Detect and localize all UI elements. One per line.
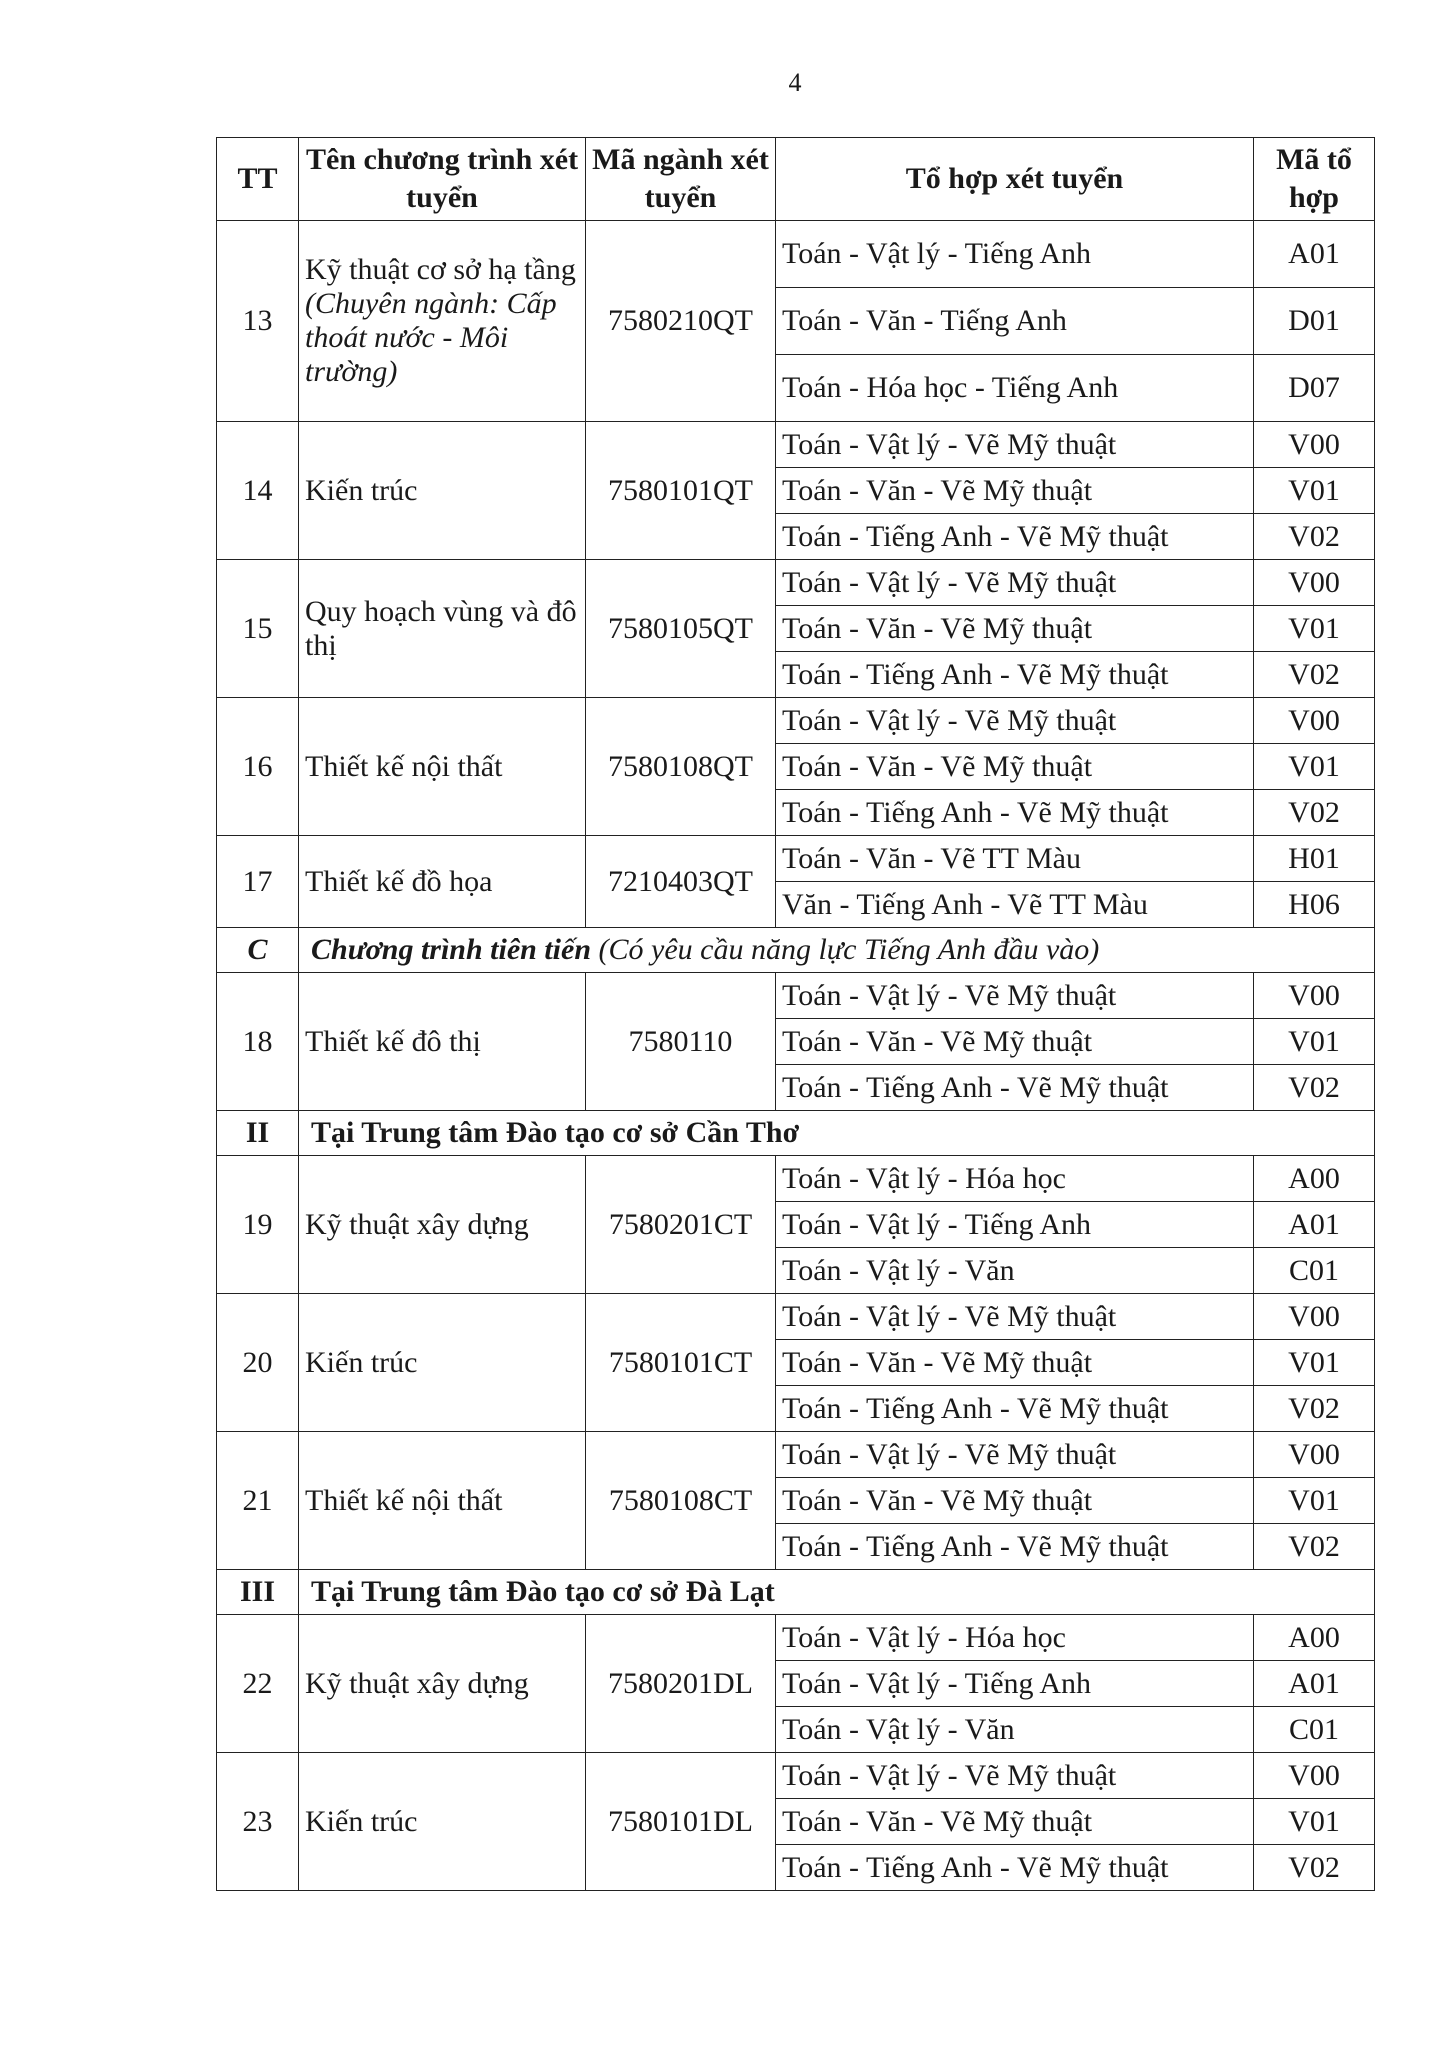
section-label: II	[217, 1111, 299, 1156]
combination-code: D01	[1254, 288, 1375, 355]
section-note: (Có yêu cầu năng lực Tiếng Anh đầu vào)	[598, 933, 1100, 966]
combination-subjects: Toán - Vật lý - Văn	[776, 1707, 1254, 1753]
program-name: Kiến trúc	[305, 1804, 418, 1838]
section-title-cell	[299, 1111, 1375, 1156]
table-row	[217, 1156, 1375, 1202]
combination-code: V01	[1254, 1340, 1375, 1386]
table-header-row	[217, 138, 1375, 221]
program-name-cell	[299, 221, 586, 422]
section-title: Tại Trung tâm Đào tạo cơ sở Đà Lạt	[311, 1575, 775, 1608]
table-row	[217, 1294, 1375, 1340]
combination-subjects: Toán - Văn - Vẽ Mỹ thuật	[776, 1478, 1254, 1524]
program-name-cell	[299, 1753, 586, 1891]
combination-code: V01	[1254, 744, 1375, 790]
combination-subjects: Toán - Vật lý - Tiếng Anh	[776, 1661, 1254, 1707]
table-row	[217, 1753, 1375, 1799]
combination-code: V00	[1254, 973, 1375, 1019]
program-code: 7580105QT	[586, 560, 776, 698]
program-name-cell	[299, 1294, 586, 1432]
section-title: Chương trình tiên tiến	[311, 933, 592, 966]
combination-subjects: Toán - Vật lý - Vẽ Mỹ thuật	[776, 1432, 1254, 1478]
header-combo-code: Mã tổ hợp	[1254, 138, 1375, 221]
program-code: 7580101DL	[586, 1753, 776, 1891]
program-name: Kỹ thuật xây dựng	[305, 1207, 529, 1241]
combination-subjects: Toán - Vật lý - Vẽ Mỹ thuật	[776, 1294, 1254, 1340]
program-name-cell	[299, 973, 586, 1111]
program-code: 7580101CT	[586, 1294, 776, 1432]
program-name: Thiết kế nội thất	[305, 749, 503, 783]
header-combo: Tổ hợp xét tuyển	[776, 138, 1254, 221]
combination-subjects: Toán - Tiếng Anh - Vẽ Mỹ thuật	[776, 514, 1254, 560]
section-header-row	[217, 928, 1375, 973]
section-title-cell	[299, 928, 1375, 973]
table-row	[217, 973, 1375, 1019]
combination-subjects: Toán - Văn - Vẽ TT Màu	[776, 836, 1254, 882]
section-header-row	[217, 1570, 1375, 1615]
program-number: 17	[217, 836, 299, 928]
program-number: 13	[217, 221, 299, 422]
program-name: Thiết kế đồ họa	[305, 864, 493, 898]
program-code: 7580101QT	[586, 422, 776, 560]
program-number: 14	[217, 422, 299, 560]
program-code: 7210403QT	[586, 836, 776, 928]
combination-subjects: Toán - Vật lý - Vẽ Mỹ thuật	[776, 422, 1254, 468]
combination-subjects: Toán - Vật lý - Vẽ Mỹ thuật	[776, 973, 1254, 1019]
combination-code: H01	[1254, 836, 1375, 882]
combination-subjects: Toán - Văn - Vẽ Mỹ thuật	[776, 606, 1254, 652]
program-number: 16	[217, 698, 299, 836]
combination-code: V01	[1254, 1478, 1375, 1524]
combination-code: V02	[1254, 652, 1375, 698]
program-number: 15	[217, 560, 299, 698]
program-name: Kiến trúc	[305, 1345, 418, 1379]
combination-subjects: Toán - Vật lý - Vẽ Mỹ thuật	[776, 1753, 1254, 1799]
program-number: 18	[217, 973, 299, 1111]
program-name-cell	[299, 1615, 586, 1753]
combination-code: V01	[1254, 1799, 1375, 1845]
combination-code: V01	[1254, 468, 1375, 514]
combination-subjects: Toán - Văn - Vẽ Mỹ thuật	[776, 468, 1254, 514]
combination-code: A00	[1254, 1615, 1375, 1661]
table-row	[217, 221, 1375, 288]
combination-subjects: Toán - Vật lý - Tiếng Anh	[776, 1202, 1254, 1248]
program-name: Quy hoạch vùng và đô thị	[305, 594, 577, 662]
combination-code: V02	[1254, 1386, 1375, 1432]
program-name: Kiến trúc	[305, 473, 418, 507]
combination-subjects: Toán - Văn - Vẽ Mỹ thuật	[776, 1340, 1254, 1386]
table-body	[217, 221, 1375, 1891]
program-code: 7580210QT	[586, 221, 776, 422]
program-number: 23	[217, 1753, 299, 1891]
combination-code: A01	[1254, 1661, 1375, 1707]
program-code: 7580201DL	[586, 1615, 776, 1753]
combination-subjects: Toán - Vật lý - Hóa học	[776, 1615, 1254, 1661]
program-number: 20	[217, 1294, 299, 1432]
combination-subjects: Toán - Vật lý - Vẽ Mỹ thuật	[776, 560, 1254, 606]
table-row	[217, 1432, 1375, 1478]
combination-code: V00	[1254, 698, 1375, 744]
section-label: C	[217, 928, 299, 973]
program-name: Thiết kế đô thị	[305, 1024, 481, 1058]
section-label: III	[217, 1570, 299, 1615]
combination-subjects: Toán - Tiếng Anh - Vẽ Mỹ thuật	[776, 1845, 1254, 1891]
combination-subjects: Toán - Tiếng Anh - Vẽ Mỹ thuật	[776, 1065, 1254, 1111]
program-number: 21	[217, 1432, 299, 1570]
program-number: 22	[217, 1615, 299, 1753]
program-name: Thiết kế nội thất	[305, 1483, 503, 1517]
combination-subjects: Toán - Vật lý - Tiếng Anh	[776, 221, 1254, 288]
combination-code: H06	[1254, 882, 1375, 928]
program-name: Kỹ thuật xây dựng	[305, 1666, 529, 1700]
header-code: Mã ngành xét tuyển	[586, 138, 776, 221]
program-name-cell	[299, 422, 586, 560]
program-name-cell	[299, 836, 586, 928]
combination-code: A01	[1254, 1202, 1375, 1248]
combination-subjects: Toán - Vật lý - Văn	[776, 1248, 1254, 1294]
table-row	[217, 422, 1375, 468]
combination-code: V02	[1254, 790, 1375, 836]
section-header-row	[217, 1111, 1375, 1156]
program-name-cell	[299, 1156, 586, 1294]
combination-subjects: Toán - Tiếng Anh - Vẽ Mỹ thuật	[776, 1524, 1254, 1570]
combination-code: V02	[1254, 1065, 1375, 1111]
program-code: 7580110	[586, 973, 776, 1111]
program-code: 7580108QT	[586, 698, 776, 836]
program-name-cell	[299, 1432, 586, 1570]
combination-code: V00	[1254, 1432, 1375, 1478]
combination-subjects: Toán - Tiếng Anh - Vẽ Mỹ thuật	[776, 1386, 1254, 1432]
combination-subjects: Văn - Tiếng Anh - Vẽ TT Màu	[776, 882, 1254, 928]
combination-code: V02	[1254, 1524, 1375, 1570]
combination-code: V01	[1254, 1019, 1375, 1065]
combination-subjects: Toán - Hóa học - Tiếng Anh	[776, 355, 1254, 422]
program-code: 7580108CT	[586, 1432, 776, 1570]
combination-code: V00	[1254, 560, 1375, 606]
combination-code: C01	[1254, 1707, 1375, 1753]
table-row	[217, 836, 1375, 882]
program-specialization: (Chuyên ngành: Cấp thoát nước - Môi trường)	[305, 287, 557, 388]
table-row	[217, 560, 1375, 606]
table-row	[217, 698, 1375, 744]
combination-subjects: Toán - Tiếng Anh - Vẽ Mỹ thuật	[776, 790, 1254, 836]
section-title: Tại Trung tâm Đào tạo cơ sở Cần Thơ	[311, 1116, 800, 1149]
combination-subjects: Toán - Tiếng Anh - Vẽ Mỹ thuật	[776, 652, 1254, 698]
combination-subjects: Toán - Vật lý - Hóa học	[776, 1156, 1254, 1202]
section-title-cell	[299, 1570, 1375, 1615]
combination-subjects: Toán - Văn - Vẽ Mỹ thuật	[776, 1799, 1254, 1845]
combination-code: D07	[1254, 355, 1375, 422]
combination-code: V00	[1254, 422, 1375, 468]
combination-code: V02	[1254, 1845, 1375, 1891]
combination-code: A01	[1254, 221, 1375, 288]
combination-code: V00	[1254, 1753, 1375, 1799]
combination-code: A00	[1254, 1156, 1375, 1202]
page-number: 4	[788, 68, 802, 97]
program-name-cell	[299, 698, 586, 836]
combination-code: V02	[1254, 514, 1375, 560]
combination-code: V00	[1254, 1294, 1375, 1340]
program-code: 7580201CT	[586, 1156, 776, 1294]
combination-subjects: Toán - Văn - Vẽ Mỹ thuật	[776, 744, 1254, 790]
admissions-table	[216, 137, 1375, 1891]
program-name-cell	[299, 560, 586, 698]
program-name: Kỹ thuật cơ sở hạ tầng	[305, 253, 576, 286]
combination-subjects: Toán - Vật lý - Vẽ Mỹ thuật	[776, 698, 1254, 744]
program-number: 19	[217, 1156, 299, 1294]
table-row	[217, 1615, 1375, 1661]
combination-subjects: Toán - Văn - Tiếng Anh	[776, 288, 1254, 355]
combination-code: V01	[1254, 606, 1375, 652]
header-program: Tên chương trình xét tuyển	[299, 138, 586, 221]
combination-code: C01	[1254, 1248, 1375, 1294]
combination-subjects: Toán - Văn - Vẽ Mỹ thuật	[776, 1019, 1254, 1065]
header-tt: TT	[217, 138, 299, 221]
